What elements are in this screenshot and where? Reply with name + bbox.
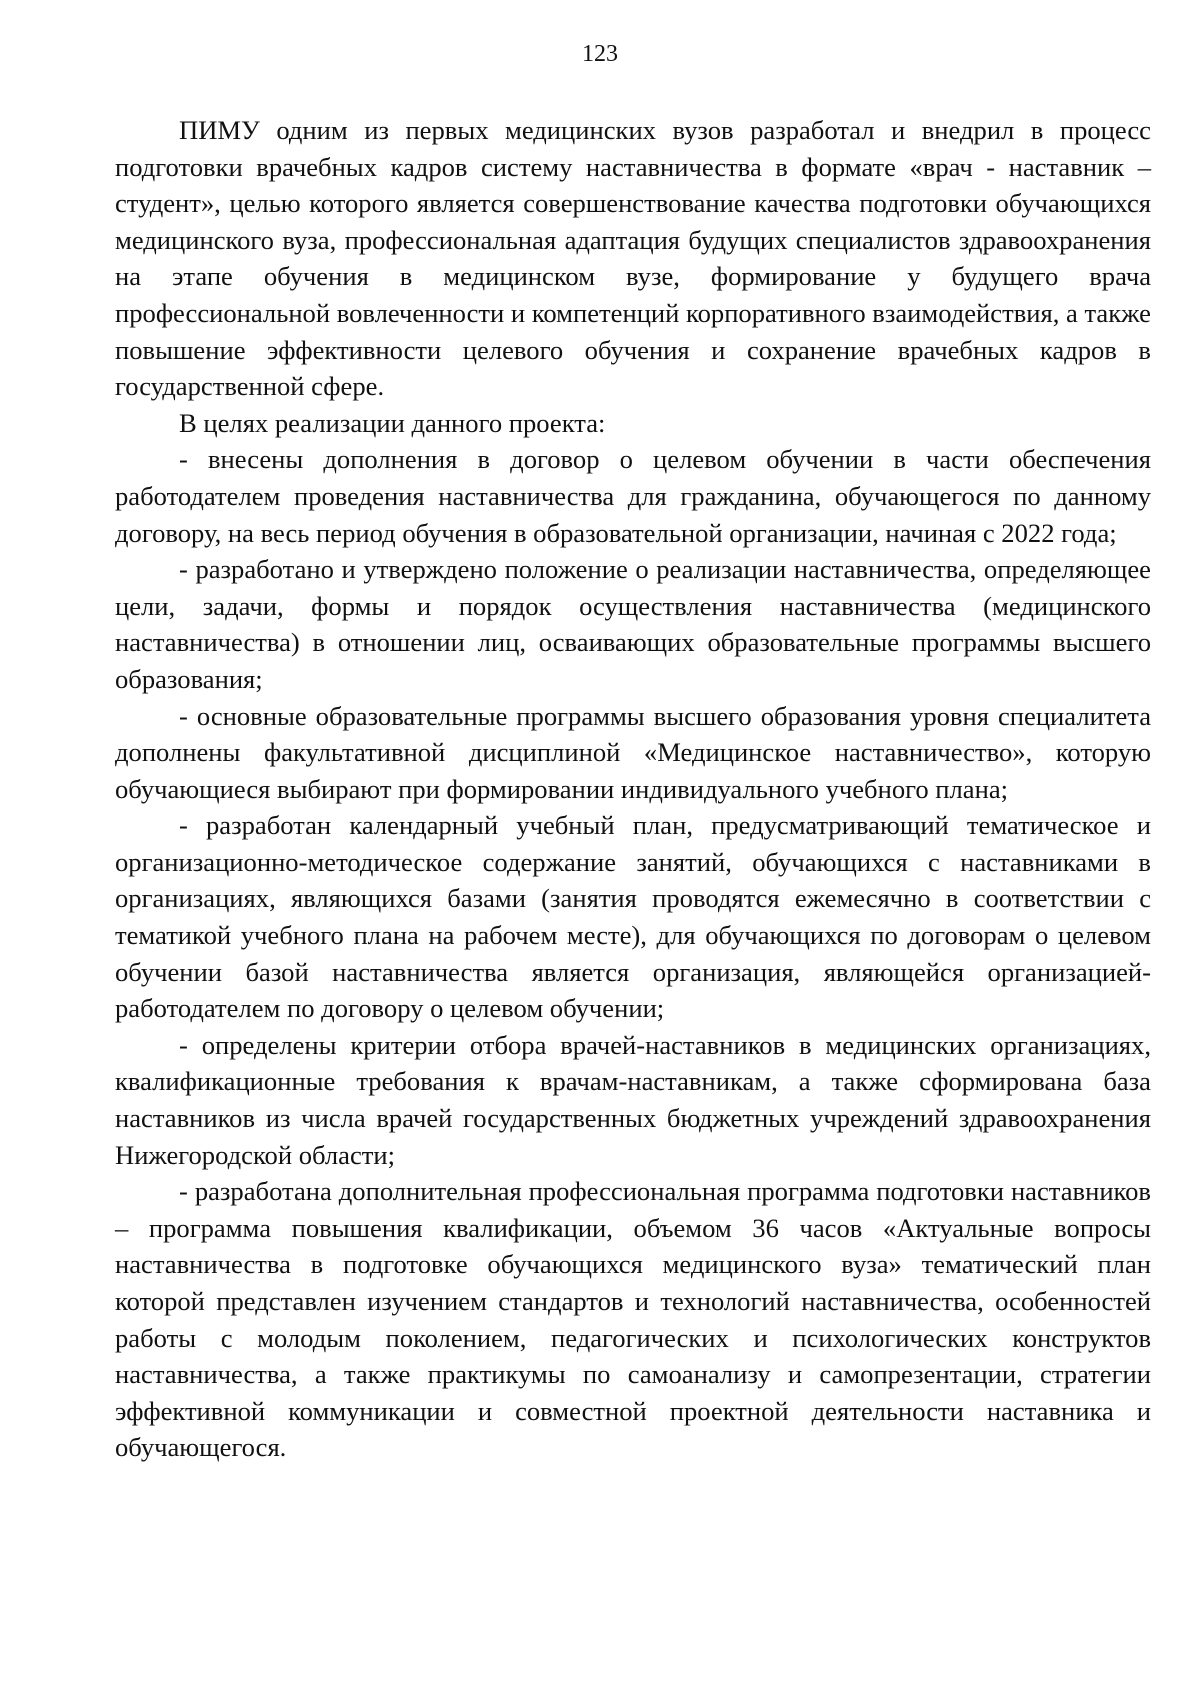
page-number: 123 [582, 41, 618, 67]
list-item-regulation: - разработано и утверждено положение о реализации наставничества, определяющее цели, задачи, формы и порядок осуществления наставничества (медицинского наставничества) в отношении лиц, осваивающих образовательные программы высшего образования; [115, 554, 1151, 694]
paragraph-project-goals: В целях реализации данного проекта: [179, 407, 606, 438]
list-item-calendar-plan: - разработан календарный учебный план, предусматривающий тематическое и организационно-методическое содержание занятий, обучающихся с наставниками в организациях, являющихся базами (занятия проводятся ежемесячно в соответствии с тематикой учебного плана на рабочем месте), для обучающихся по договорам о целевом обучении базой наставничества является организация, являющейся организацией-работодателем по договору о целевом обучении; [115, 810, 1151, 1024]
document-body [115, 112, 1151, 1466]
list-item-elective-discipline: - основные образовательные программы высшего образования уровня специалитета дополнены факультативной дисциплиной «Медицинское наставничество», которую обучающиеся выбирают при формировании индивидуального учебного плана; [115, 700, 1151, 804]
list-item-training-program: - разработана дополнительная профессиональная программа подготовки наставников – программа повышения квалификации, объемом 36 часов «Актуальные вопросы наставничества в подготовке обучающихся медицинского вуза» тематический план которой представлен изучением стандартов и технологий наставничества, особенностей работы с молодым поколением, педагогических и психологических конструктов наставничества, а также практикумы по самоанализу и самопрезентации, стратегии эффективной коммуникации и совместной проектной деятельности наставника и обучающегося. [115, 1176, 1151, 1463]
paragraph-intro: ПИМУ одним из первых медицинских вузов разработал и внедрил в процесс подготовки врачебных кадров систему наставничества в формате «врач - наставник – студент», целью которого является совершенствование качества подготовки обучающихся медицинского вуза, профессиональная адаптация будущих специалистов здравоохранения на этапе обучения в медицинском вузе, формирование у будущего врача профессиональной вовлеченности и компетенций корпоративного взаимодействия, а также повышение эффективности целевого обучения и сохранение врачебных кадров в государственной сфере. [115, 115, 1151, 402]
list-item-mentor-criteria: - определены критерии отбора врачей-наставников в медицинских организациях, квалификационные требования к врачам-наставникам, а также сформирована база наставников из числа врачей государственных бюджетных учреждений здравоохранения Нижегородской области; [115, 1029, 1151, 1170]
list-item-contract-additions: - внесены дополнения в договор о целевом обучении в части обеспечения работодателем проведения наставничества для гражданина, обучающегося по данному договору, на весь период обучения в образовательной организации, начиная с 2022 года; [115, 444, 1151, 548]
